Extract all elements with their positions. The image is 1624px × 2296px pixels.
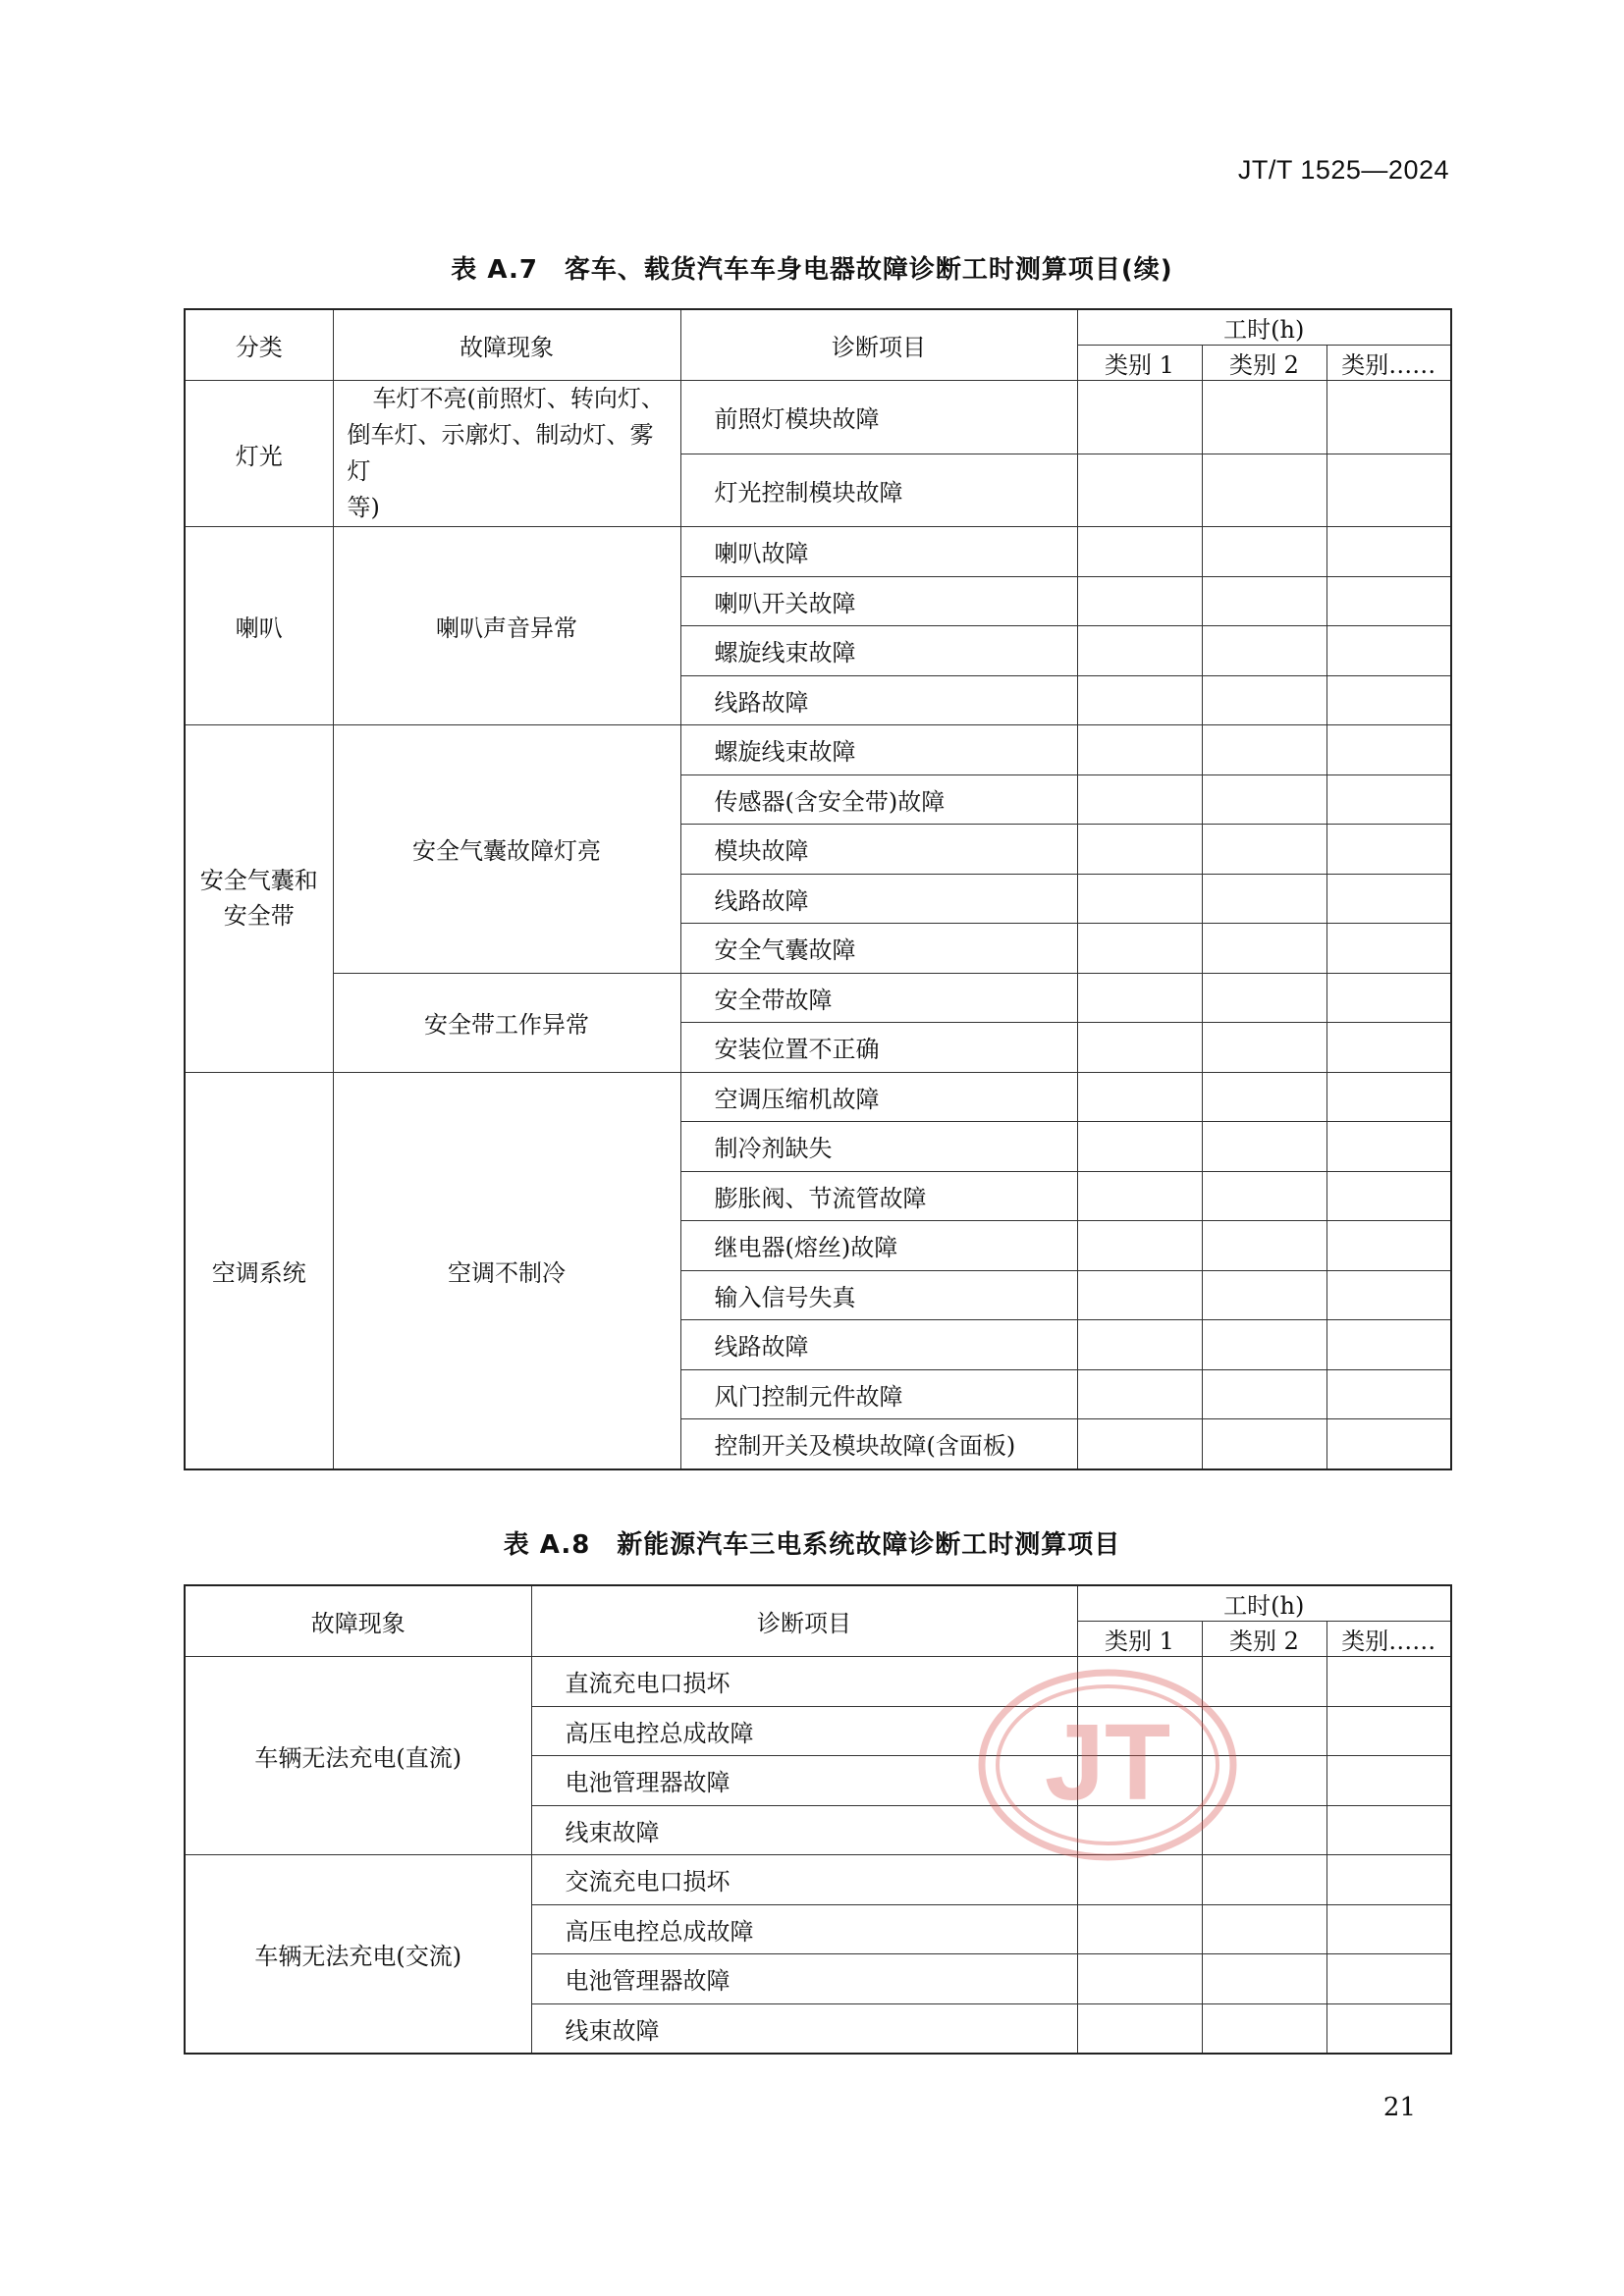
item-cell: 输入信号失真 [680, 1270, 1077, 1320]
table-a8 [184, 1584, 1452, 2055]
page-number: 21 [1382, 2093, 1416, 2122]
item-cell: 传感器(含安全带)故障 [680, 774, 1077, 825]
item-cell: 安全带故障 [680, 973, 1077, 1023]
item-cell: 空调压缩机故障 [680, 1072, 1077, 1122]
symptom-cell: 喇叭声音异常 [333, 527, 680, 725]
item-cell: 控制开关及模块故障(含面板) [680, 1419, 1077, 1469]
header-item: 诊断项目 [680, 309, 1077, 381]
header-hours: 工时(h) [1077, 1585, 1451, 1622]
header-class1: 类别 1 [1077, 346, 1202, 381]
item-cell: 螺旋线束故障 [680, 725, 1077, 775]
symptom-cell: 车辆无法充电(直流) [185, 1657, 531, 1855]
category-cell: 喇叭 [185, 527, 333, 725]
item-cell: 线路故障 [680, 675, 1077, 725]
stamp-text: JT [1044, 1702, 1171, 1823]
header-symptom: 故障现象 [185, 1585, 531, 1657]
header-class-more: 类别…… [1326, 1622, 1451, 1657]
standard-code: JT/T 1525—2024 [1237, 155, 1449, 185]
header-hours: 工时(h) [1077, 309, 1451, 346]
header-category: 分类 [185, 309, 333, 381]
table-row [185, 725, 1451, 775]
item-cell: 风门控制元件故障 [680, 1369, 1077, 1419]
item-cell: 安全气囊故障 [680, 924, 1077, 974]
item-cell: 线束故障 [531, 1805, 1077, 1855]
table-row [185, 1657, 1451, 1707]
item-cell: 螺旋线束故障 [680, 626, 1077, 676]
table-row [185, 1072, 1451, 1122]
header-class1: 类别 1 [1077, 1622, 1202, 1657]
symptom-cell: 安全带工作异常 [333, 973, 680, 1072]
item-cell: 高压电控总成故障 [531, 1904, 1077, 1954]
table-row [185, 527, 1451, 577]
item-cell: 灯光控制模块故障 [680, 454, 1077, 527]
item-cell: 线束故障 [531, 2003, 1077, 2054]
table-row [185, 1855, 1451, 1905]
item-cell: 线路故障 [680, 1320, 1077, 1370]
item-cell: 模块故障 [680, 825, 1077, 875]
item-cell: 电池管理器故障 [531, 1756, 1077, 1806]
item-cell: 前照灯模块故障 [680, 381, 1077, 454]
item-cell: 安装位置不正确 [680, 1023, 1077, 1073]
item-cell: 电池管理器故障 [531, 1954, 1077, 2004]
header-item: 诊断项目 [531, 1585, 1077, 1657]
category-cell: 灯光 [185, 381, 333, 527]
item-cell: 继电器(熔丝)故障 [680, 1221, 1077, 1271]
item-cell: 喇叭故障 [680, 527, 1077, 577]
table-row [185, 381, 1451, 454]
category-cell: 空调系统 [185, 1072, 333, 1469]
header-class2: 类别 2 [1202, 346, 1326, 381]
item-cell: 制冷剂缺失 [680, 1122, 1077, 1172]
item-cell: 高压电控总成故障 [531, 1706, 1077, 1756]
item-cell: 膨胀阀、节流管故障 [680, 1171, 1077, 1221]
table-a7 [184, 308, 1452, 1470]
item-cell: 直流充电口损坏 [531, 1657, 1077, 1707]
item-cell: 喇叭开关故障 [680, 576, 1077, 626]
table-a8-caption: 表 A.8 新能源汽车三电系统故障诊断工时测算项目 [503, 1530, 1121, 1560]
item-cell: 交流充电口损坏 [531, 1855, 1077, 1905]
symptom-cell: 安全气囊故障灯亮 [333, 725, 680, 974]
item-cell: 线路故障 [680, 874, 1077, 924]
symptom-cell: 车灯不亮(前照灯、转向灯、 倒车灯、示廓灯、制动灯、雾灯 等) [333, 381, 680, 527]
header-symptom: 故障现象 [333, 309, 680, 381]
header-class2: 类别 2 [1202, 1622, 1326, 1657]
symptom-cell: 空调不制冷 [333, 1072, 680, 1469]
symptom-cell: 车辆无法充电(交流) [185, 1855, 531, 2055]
table-row [185, 973, 1451, 1023]
table-a7-caption: 表 A.7 客车、载货汽车车身电器故障诊断工时测算项目(续) [451, 255, 1173, 285]
category-cell: 安全气囊和 安全带 [185, 725, 333, 1073]
header-class-more: 类别…… [1326, 346, 1451, 381]
